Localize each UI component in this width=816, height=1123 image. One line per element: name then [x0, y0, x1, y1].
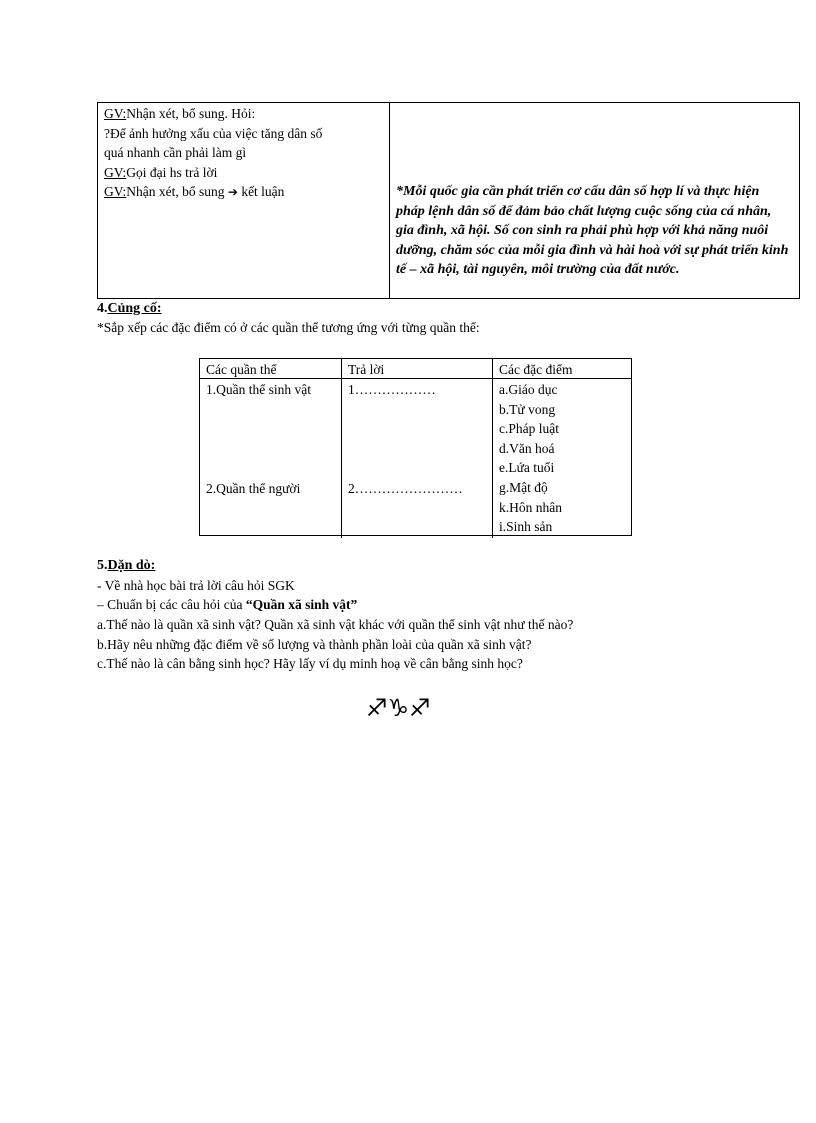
population-2: 2.Quần thể người — [206, 481, 301, 496]
activity-line: GV:Gọi đại hs trả lời — [104, 164, 218, 180]
trait-item: d.Văn hoá — [499, 440, 555, 456]
activity-line: ?Để ảnh hưởng xấu của việc tăng dân số — [104, 125, 323, 141]
activity-line: GV:Nhận xét, bổ sung ➔ kết luận — [104, 184, 285, 199]
answer-1: 1……………… — [348, 382, 436, 397]
conclusion-text: *Mỗi quốc gia cần phát triển cơ cấu dân số hợp lí và thực hiện pháp lệnh dân số để đảm bảo chất lượng cuộc sống của cá nhân, gia đình, xã hội. Số con sinh ra phải phù hợp với khả năng nuôi dưỡng, chăm sóc của mỗi gia đình và hài hoà với sự phát triển kinh tế – xã hội, tài nguyên, môi trường của đất nước. — [396, 184, 789, 278]
trait-item: a.Giáo dục — [499, 382, 558, 397]
trait-item: c.Pháp luật — [499, 421, 559, 437]
activity-line: GV:Nhận xét, bổ sung. Hỏi: — [104, 106, 256, 121]
traits-cell — [492, 379, 631, 538]
question-b: b.Hãy nêu những đặc điểm về số lượng và thành phần loài của quần xã sinh vật? — [97, 637, 532, 652]
question-c: c.Thế nào là cân bằng sinh học? Hãy lấy ví dụ minh hoạ về cân bằng sinh học? — [97, 656, 523, 671]
zodiac-ornament-icon: ♐♑♐ — [366, 694, 431, 722]
activity-line: quá nhanh cần phải làm gì — [104, 145, 247, 160]
teacher-activity-cell — [98, 103, 390, 298]
activity-table — [97, 102, 800, 299]
section-4-instruction: *Sắp xếp các đặc điểm có ở các quần thể tương ứng với từng quần thể: — [97, 320, 480, 335]
trait-item: i.Sinh sản — [499, 519, 553, 535]
populations-cell — [200, 379, 341, 538]
right-arrow-icon: ➔ — [227, 185, 238, 199]
trait-item: b.Tử vong — [499, 401, 556, 417]
trait-item: k.Hôn nhân — [499, 499, 562, 515]
section-5-title: 5.Dặn dò: — [97, 558, 156, 573]
trait-item: g.Mật độ — [499, 479, 548, 495]
question-a: a.Thế nào là quần xã sinh vật? Quần xã sinh vật khác với quần thể sinh vật như thế nào? — [97, 617, 574, 632]
homework-line-2: – Chuẩn bị các câu hỏi của “Quần xã sinh vật” — [97, 597, 358, 612]
matching-table — [199, 358, 632, 536]
header-populations: Các quần thể — [200, 359, 341, 379]
answers-cell — [341, 379, 492, 538]
header-answers: Trả lời — [341, 359, 492, 379]
population-1: 1.Quần thể sinh vật — [206, 382, 311, 397]
header-traits: Các đặc điểm — [492, 359, 631, 379]
section-4-title: 4.Củng cố: — [97, 301, 162, 316]
trait-item: e.Lứa tuổi — [499, 460, 555, 476]
content-cell — [390, 103, 799, 298]
homework-line-1: - Về nhà học bài trả lời câu hỏi SGK — [97, 578, 295, 593]
answer-2: 2…………………… — [348, 481, 463, 496]
